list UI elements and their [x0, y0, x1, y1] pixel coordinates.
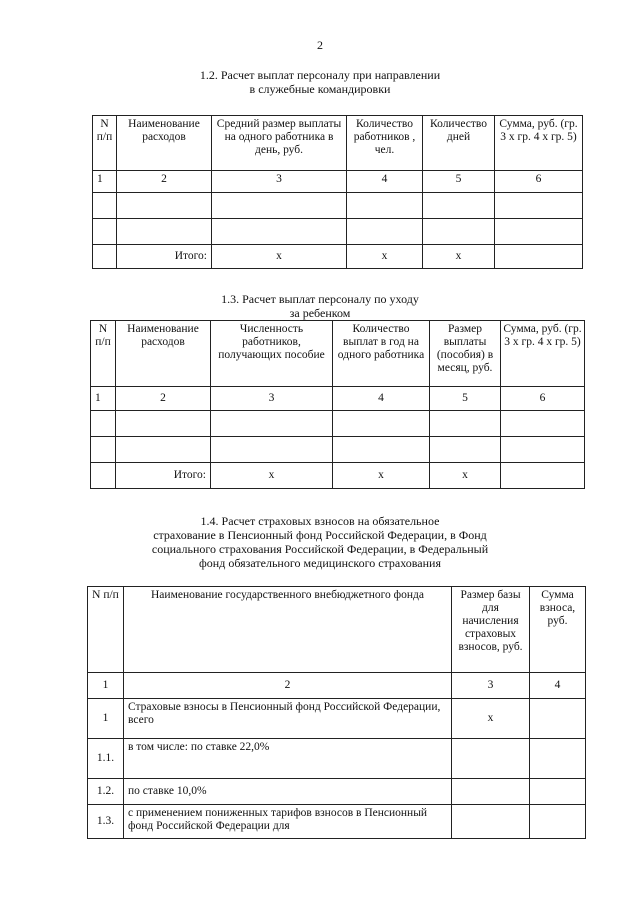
table-cell	[423, 193, 495, 219]
table-cell	[117, 219, 212, 245]
row-sum	[530, 699, 586, 739]
header-cell: N п/п	[88, 587, 124, 673]
column-number: 3	[452, 673, 530, 699]
column-number: 1	[93, 171, 117, 193]
header-cell: Сумма взноса, руб.	[530, 587, 586, 673]
header-cell: Размер выплаты (пособия) в месяц, руб.	[430, 321, 501, 387]
table-row	[88, 739, 586, 779]
table-cell	[347, 193, 423, 219]
table-cell	[116, 437, 211, 463]
table-cell	[93, 219, 117, 245]
table-cell	[91, 411, 116, 437]
column-number: 1	[91, 387, 116, 411]
column-number: 3	[211, 387, 333, 411]
total-x: х	[212, 245, 347, 269]
table-cell	[212, 219, 347, 245]
total-x: х	[211, 463, 333, 489]
table-cell	[501, 437, 585, 463]
section-1-4-title-line: страхование в Пенсионный фонд Российской Федерации, в Фонд	[153, 528, 487, 542]
table-cell	[430, 437, 501, 463]
header-cell: Размер базы для начисления страховых взносов, руб.	[452, 587, 530, 673]
table-1-2	[92, 115, 583, 269]
row-name: с применением пониженных тарифов взносов в Пенсионный фонд Российской Федерации для	[124, 805, 452, 839]
row-name: по ставке 10,0%	[124, 779, 452, 805]
column-number: 2	[116, 387, 211, 411]
table-cell	[501, 463, 585, 489]
section-1-3-title	[0, 292, 640, 320]
column-number: 4	[333, 387, 430, 411]
column-number: 2	[124, 673, 452, 699]
header-cell: N п/п	[93, 116, 117, 171]
total-x: х	[423, 245, 495, 269]
header-cell: Средний размер выплаты на одного работника в день, руб.	[212, 116, 347, 171]
header-cell: Сумма, руб. (гр. 3 х гр. 4 х гр. 5)	[501, 321, 585, 387]
column-number: 3	[212, 171, 347, 193]
section-1-2-title	[0, 68, 640, 96]
column-number-row	[91, 387, 585, 411]
row-name: Страховые взносы в Пенсионный фонд Российской Федерации, всего	[124, 699, 452, 739]
total-row	[93, 245, 583, 269]
table-row	[93, 219, 583, 245]
table-cell	[333, 437, 430, 463]
column-number: 5	[430, 387, 501, 411]
row-base: х	[452, 699, 530, 739]
table-row	[88, 779, 586, 805]
table-header-row	[91, 321, 585, 387]
total-x: х	[347, 245, 423, 269]
header-cell: Сумма, руб. (гр. 3 х гр. 4 х гр. 5)	[495, 116, 583, 171]
column-number: 5	[423, 171, 495, 193]
section-1-4-title-line: 1.4. Расчет страховых взносов на обязательное	[200, 514, 440, 528]
header-cell: N п/п	[91, 321, 116, 387]
header-cell: Наименование расходов	[116, 321, 211, 387]
column-number-row	[88, 673, 586, 699]
header-cell: Численность работников, получающих пособие	[211, 321, 333, 387]
row-number: 1.3.	[88, 805, 124, 839]
table-row	[88, 699, 586, 739]
row-sum	[530, 739, 586, 779]
column-number: 4	[530, 673, 586, 699]
total-row	[91, 463, 585, 489]
total-label: Итого:	[116, 463, 211, 489]
table-header-row	[88, 587, 586, 673]
table-cell	[93, 245, 117, 269]
row-base	[452, 805, 530, 839]
section-1-4-title-line: фонд обязательного медицинского страхования	[199, 556, 441, 570]
column-number: 2	[117, 171, 212, 193]
column-number: 1	[88, 673, 124, 699]
row-sum	[530, 805, 586, 839]
table-row	[91, 411, 585, 437]
row-name: в том числе: по ставке 22,0%	[124, 739, 452, 779]
column-number: 4	[347, 171, 423, 193]
row-number: 1.2.	[88, 779, 124, 805]
column-number-row	[93, 171, 583, 193]
section-1-4-title-line: социального страхования Российской Федерации, в Федеральный	[151, 542, 489, 556]
row-number: 1.1.	[88, 739, 124, 779]
table-cell	[212, 193, 347, 219]
table-cell	[430, 411, 501, 437]
section-1-3-title-line1: 1.3. Расчет выплат персоналу по уходу	[221, 292, 419, 306]
table-cell	[495, 193, 583, 219]
total-label: Итого:	[117, 245, 212, 269]
header-cell: Количество выплат в год на одного работника	[333, 321, 430, 387]
table-row	[88, 805, 586, 839]
section-1-4-title	[0, 514, 640, 570]
total-x: х	[333, 463, 430, 489]
row-base	[452, 779, 530, 805]
section-1-2-title-line1: 1.2. Расчет выплат персоналу при направлении	[199, 68, 441, 82]
section-1-3-title-line2: за ребенком	[289, 306, 351, 320]
header-cell: Наименование расходов	[117, 116, 212, 171]
table-header-row	[93, 116, 583, 171]
total-x: х	[430, 463, 501, 489]
table-cell	[495, 245, 583, 269]
table-cell	[211, 437, 333, 463]
table-cell	[91, 463, 116, 489]
table-cell	[211, 411, 333, 437]
table-cell	[333, 411, 430, 437]
table-cell	[501, 411, 585, 437]
table-cell	[116, 411, 211, 437]
table-cell	[93, 193, 117, 219]
table-cell	[347, 219, 423, 245]
header-cell: Количество дней	[423, 116, 495, 171]
section-1-2-title-line2: в служебные командировки	[249, 82, 391, 96]
row-sum	[530, 779, 586, 805]
page-number: 2	[317, 38, 323, 52]
table-cell	[495, 219, 583, 245]
column-number: 6	[501, 387, 585, 411]
table-cell	[117, 193, 212, 219]
table-1-3	[90, 320, 585, 489]
table-1-4	[87, 586, 586, 839]
header-cell: Количество работников , чел.	[347, 116, 423, 171]
table-cell	[91, 437, 116, 463]
table-row	[93, 193, 583, 219]
table-row	[91, 437, 585, 463]
row-number: 1	[88, 699, 124, 739]
table-cell	[423, 219, 495, 245]
column-number: 6	[495, 171, 583, 193]
header-cell: Наименование государственного внебюджетного фонда	[124, 587, 452, 673]
row-base	[452, 739, 530, 779]
